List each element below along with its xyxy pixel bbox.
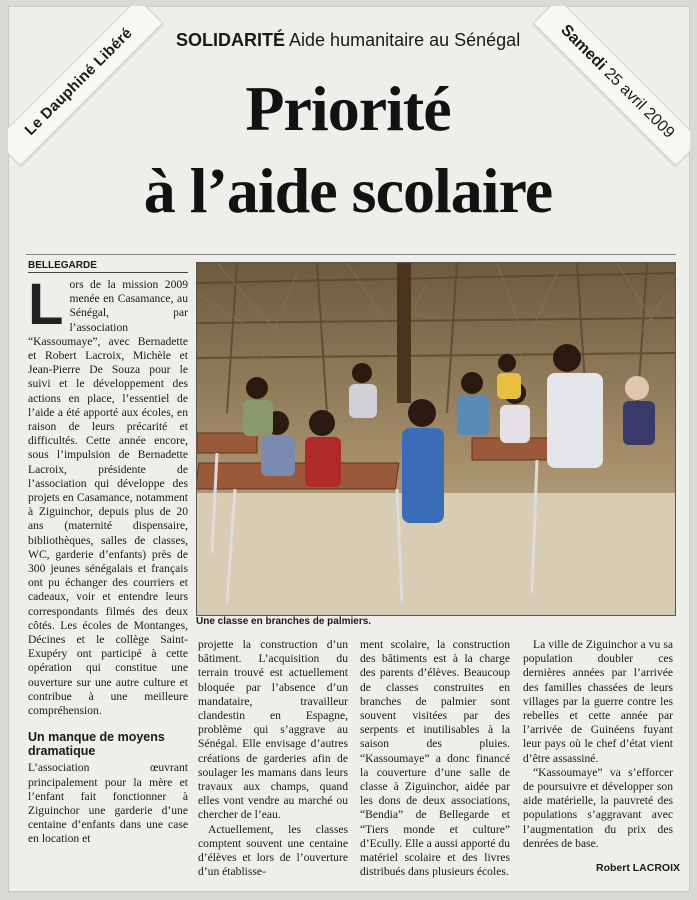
author-signature: Robert LACROIX (596, 862, 680, 874)
photo-caption: Une classe en branches de palmiers. (196, 616, 372, 627)
headline-line-1: Priorité (245, 73, 451, 144)
top-rule (26, 254, 676, 255)
column-1-text: ors de la mission 2009 menée en Casamance, au Sénégal, par l’association “Kassoumaye”, avec Bernadette et Robert Lacroix, Michèle et Jean-Pierre De Souza pour le suivi et le développement des actions en place, l’essentiel de l’aide a été apporté aux écoles, en raison de leurs précarité et difficultés. Cette année encore, sous l’impulsion de Bernadette Lacroix, présidente de l’association qui développe des projets en Casamance, notamment à Ziguinchor, depuis plus de 20 ans (maternité dispensaire, bibliothèques, salles de classes, WC, garderie d’enfants) près de 300 jeunes sénégalais et français ont pu échanger des courriers et cadeaux, voir et entendre leurs correspondants filmés des deux côtés. Les écoles de Montanges, Décines et le collège Saint-Exupéry ont participé à cette opération qui constitue une ouverture sur une autre culture et contribue à une meilleure compréhension. (28, 278, 188, 718)
newspaper-clipping (8, 6, 690, 892)
article-column-3 (360, 638, 510, 879)
dateline-date: 25 avril 2009 (600, 64, 678, 142)
headline-line-2: à l’aide scolaire (143, 155, 553, 226)
kicker-topic: Aide humanitaire au Sénégal (289, 30, 521, 50)
column-3-text: ment scolaire, la construction des bâtiments est à la charge des parents d’élèves. Beaucoup de classes construites en branches de palmier sont souvent visitées par des serpents et inutilisables à la saison des pluies. “Kassoumaye” a donc financé la couverture d’une salle de classe à Ziguinchor, aidée par les dons de deux associations, “Bendia” de Bellegarde et “Tiers monde et culture” d’Ecully. Elle a aussi apporté du matériel scolaire et des livres distribués dans plusieurs écoles. (360, 638, 510, 879)
article-column-1 (28, 272, 188, 847)
photo-illustration (197, 263, 675, 615)
article-column-4 (523, 638, 673, 851)
article-paragraph (28, 272, 188, 718)
article-column-2 (198, 638, 348, 879)
kicker (176, 30, 521, 51)
dateline-weekday: Samedi (557, 21, 610, 74)
column-4-text-2: “Kassoumaye” va s’efforcer de poursuivre et développer son aide matérielle, la pauvreté des populations s’aggravant avec l’augmentation du prix des denrées de base. (523, 765, 673, 850)
headline (88, 68, 608, 232)
drop-cap: L (28, 272, 64, 337)
classroom-photo (196, 262, 676, 616)
place-label: BELLEGARDE (28, 260, 188, 273)
column-1-text-2: L’association œuvrant principalement pour la mère et l’enfant fait fonctionner à Ziguinchor une garderie d’une centaine d’enfants dans une case en location et (28, 761, 188, 846)
column-2-text: projette la construction d’un bâtiment. L’acquisition du terrain trouvé est actuellement bloquée par l’absence d’un mandataire, travailleur clandestin en Espagne, problème qui s’aggrave au Sénégal. Elle envisage d’autres créations de garderies afin de soulager les mamans dans leurs travaux aux champs, quand elles vont vendre au marché ou chercher de l’eau. (198, 638, 348, 822)
subheading: Un manque de moyens dramatique (28, 730, 165, 759)
kicker-section: SOLIDARITÉ (176, 30, 286, 50)
column-2-text-2: Actuellement, les classes comptent souvent une centaine d’élèves et lors de l’ouverture d’un établisse- (198, 822, 348, 879)
newspaper-name: Le Dauphiné Libéré (21, 24, 136, 139)
column-4-text: La ville de Ziguinchor a vu sa population doubler ces dernières années par l’arrivée des familles chassées de leurs villages par la guerre contre les rebelles et cette année par l’arrivée de Guinéens fuyant leur pays où le chef d’état vient d’être assassiné. (523, 638, 673, 765)
